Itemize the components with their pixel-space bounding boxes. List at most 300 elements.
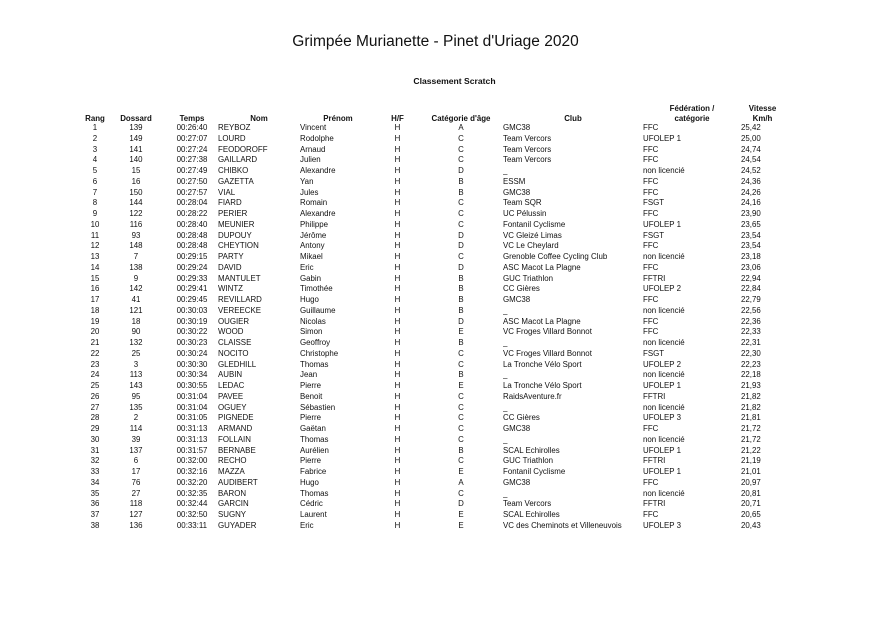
cell-vitesse: 21,19: [741, 456, 761, 466]
cell-dossard: 132: [129, 338, 143, 347]
table-row: [84, 241, 784, 252]
cell-club: VC Le Cheylard: [503, 241, 559, 251]
cell-categorie: C: [458, 434, 464, 444]
cell-temps: 00:30:24: [176, 348, 208, 358]
cell-federation: non licencié: [643, 338, 685, 347]
cell-club: CC Gières: [503, 284, 540, 294]
cell-prenom: Pierre: [300, 456, 322, 466]
cell-vitesse: 20,43: [741, 520, 761, 530]
cell-categorie: A: [458, 123, 464, 132]
table-row: [84, 177, 784, 188]
table-row: [84, 510, 784, 521]
cell-hf: H: [394, 434, 401, 444]
cell-dossard: 76: [131, 477, 141, 487]
cell-club: _: [503, 434, 508, 444]
table-row: [84, 446, 784, 457]
cell-hf: H: [394, 348, 401, 358]
cell-vitesse: 22,18: [741, 370, 761, 380]
cell-categorie: C: [458, 424, 464, 433]
cell-hf: H: [394, 402, 401, 412]
cell-nom: AUDIBERT: [218, 477, 258, 487]
cell-federation: UFOLEP 1: [643, 381, 682, 390]
cell-prenom: Pierre: [300, 413, 322, 423]
table-row: [84, 338, 784, 349]
cell-categorie: C: [458, 402, 464, 412]
cell-rang: 30: [90, 434, 100, 444]
cell-categorie: E: [458, 327, 464, 337]
cell-hf: H: [394, 262, 401, 272]
cell-hf: H: [394, 370, 401, 380]
cell-vitesse: 21,01: [741, 467, 761, 476]
cell-temps: 00:29:41: [176, 284, 208, 294]
cell-vitesse: 23,65: [741, 219, 761, 229]
cell-vitesse: 21,72: [741, 424, 761, 433]
cell-dossard: 15: [131, 166, 141, 175]
cell-federation: UFOLEP 1: [643, 445, 682, 455]
cell-vitesse: 23,18: [741, 252, 761, 261]
cell-rang: 26: [90, 391, 100, 401]
cell-nom: REYBOZ: [218, 123, 251, 132]
cell-prenom: Thomas: [300, 434, 329, 444]
cell-nom: CLAISSE: [218, 338, 252, 347]
cell-categorie: B: [458, 305, 464, 315]
cell-prenom: Jean: [300, 370, 318, 380]
table-row: [84, 252, 784, 263]
cell-prenom: Christophe: [300, 348, 339, 358]
cell-nom: FEODOROFF: [218, 144, 268, 154]
cell-nom: GUYADER: [218, 520, 257, 530]
cell-rang: 29: [90, 424, 100, 433]
cell-temps: 00:30:30: [176, 359, 208, 369]
header-vitesse: [741, 94, 784, 123]
cell-federation: FFC: [643, 295, 659, 304]
cell-hf: H: [394, 316, 401, 326]
cell-dossard: 3: [133, 359, 139, 369]
cell-dossard: 27: [131, 488, 141, 498]
cell-prenom: Gabin: [300, 273, 322, 283]
table-row: [84, 220, 784, 231]
cell-dossard: 139: [129, 123, 143, 132]
cell-prenom: Simon: [300, 327, 323, 337]
cell-vitesse: 22,84: [741, 284, 761, 294]
cell-categorie: D: [458, 166, 464, 175]
cell-federation: FFTRI: [643, 391, 666, 401]
cell-categorie: C: [458, 456, 464, 466]
cell-nom: BERNABE: [218, 445, 256, 455]
cell-dossard: 9: [133, 273, 139, 283]
cell-federation: FFC: [643, 123, 659, 132]
cell-temps: 00:28:40: [176, 219, 208, 229]
cell-rang: 38: [90, 520, 100, 530]
cell-categorie: B: [458, 445, 464, 455]
cell-club: _: [503, 305, 508, 315]
cell-nom: MAZZA: [218, 467, 245, 476]
cell-nom: FOLLAIN: [218, 434, 251, 444]
cell-dossard: 25: [131, 348, 141, 358]
cell-vitesse: 22,56: [741, 305, 761, 315]
cell-vitesse: 24,26: [741, 187, 761, 197]
cell-nom: ARMAND: [218, 424, 253, 433]
cell-hf: H: [394, 445, 401, 455]
cell-vitesse: 23,06: [741, 262, 761, 272]
cell-nom: WINTZ: [218, 284, 243, 294]
cell-club: Team Vercors: [503, 144, 552, 154]
cell-prenom: Laurent: [300, 510, 327, 519]
cell-prenom: Antony: [300, 241, 325, 251]
cell-temps: 00:31:05: [176, 413, 208, 423]
cell-categorie: B: [458, 187, 464, 197]
table-row: [84, 467, 784, 478]
cell-prenom: Fabrice: [300, 467, 327, 476]
table-row: [84, 456, 784, 467]
cell-federation: UFOLEP 1: [643, 467, 682, 476]
cell-hf: H: [394, 488, 401, 498]
cell-hf: H: [394, 295, 401, 304]
table-row: [84, 403, 784, 414]
cell-vitesse: 21,72: [741, 434, 761, 444]
cell-rang: 36: [90, 499, 100, 509]
cell-federation: FFC: [643, 176, 659, 186]
cell-temps: 00:29:45: [176, 295, 208, 304]
cell-prenom: Geoffroy: [300, 338, 331, 347]
cell-prenom: Yan: [300, 176, 314, 186]
cell-hf: H: [394, 176, 401, 186]
cell-dossard: 39: [131, 434, 141, 444]
cell-prenom: Mikael: [300, 252, 323, 261]
table-row: [84, 188, 784, 199]
ranking-subtitle: Classement Scratch: [413, 76, 496, 86]
table-row: [84, 413, 784, 424]
cell-vitesse: 24,36: [741, 176, 761, 186]
cell-federation: FSGT: [643, 198, 665, 208]
cell-prenom: Sébastien: [300, 402, 336, 412]
table-row: [84, 424, 784, 435]
header-categorie: Catégorie d'âge: [431, 113, 491, 123]
cell-temps: 00:32:44: [176, 499, 208, 509]
header-rang: Rang: [85, 113, 105, 123]
cell-prenom: Guillaume: [300, 305, 336, 315]
cell-federation: FFC: [643, 477, 659, 487]
cell-nom: GARCIN: [218, 499, 249, 509]
cell-federation: FFC: [643, 424, 659, 433]
cell-federation: non licencié: [643, 434, 685, 444]
cell-dossard: 135: [129, 402, 143, 412]
cell-temps: 00:28:48: [176, 230, 208, 240]
cell-nom: OUGIER: [218, 316, 250, 326]
cell-club: Fontanil Cyclisme: [503, 219, 566, 229]
cell-prenom: Eric: [300, 262, 314, 272]
cell-dossard: 118: [129, 499, 143, 509]
results-table: [84, 94, 784, 532]
cell-temps: 00:28:48: [176, 241, 208, 251]
cell-club: UC Pélussin: [503, 209, 547, 218]
cell-categorie: B: [458, 176, 464, 186]
cell-temps: 00:28:22: [176, 209, 208, 218]
cell-hf: H: [394, 252, 401, 261]
cell-categorie: D: [458, 316, 464, 326]
cell-hf: H: [394, 456, 401, 466]
cell-nom: CHIBKO: [218, 166, 249, 175]
cell-rang: 10: [90, 219, 100, 229]
cell-nom: PARTY: [218, 252, 244, 261]
cell-hf: H: [394, 144, 401, 154]
cell-categorie: E: [458, 467, 464, 476]
header-nom: Nom: [250, 113, 268, 123]
cell-vitesse: 23,54: [741, 241, 761, 251]
cell-categorie: D: [458, 262, 464, 272]
cell-hf: H: [394, 413, 401, 423]
cell-hf: H: [394, 273, 401, 283]
header-vitesse-line2: Km/h: [752, 113, 773, 123]
cell-prenom: Julien: [300, 155, 321, 165]
cell-prenom: Eric: [300, 520, 314, 530]
cell-rang: 2: [92, 133, 98, 143]
cell-club: GMC38: [503, 123, 531, 132]
cell-club: Team Vercors: [503, 499, 552, 509]
cell-hf: H: [394, 284, 401, 294]
cell-federation: non licencié: [643, 370, 685, 380]
table-row: [84, 295, 784, 306]
cell-nom: DUPOUY: [218, 230, 252, 240]
cell-prenom: Thomas: [300, 488, 329, 498]
cell-temps: 00:29:33: [176, 273, 208, 283]
cell-nom: GAZETTA: [218, 176, 254, 186]
cell-rang: 6: [92, 176, 98, 186]
table-row: [84, 145, 784, 156]
cell-federation: non licencié: [643, 488, 685, 498]
cell-hf: H: [394, 166, 401, 175]
cell-rang: 22: [90, 348, 100, 358]
cell-club: ESSM: [503, 176, 526, 186]
cell-federation: UFOLEP 2: [643, 359, 682, 369]
cell-hf: H: [394, 424, 401, 433]
cell-categorie: B: [458, 273, 464, 283]
cell-temps: 00:31:13: [176, 424, 208, 433]
cell-federation: FFC: [643, 144, 659, 154]
cell-club: _: [503, 370, 508, 380]
cell-federation: non licencié: [643, 305, 685, 315]
cell-vitesse: 22,30: [741, 348, 761, 358]
cell-club: SCAL Echirolles: [503, 445, 560, 455]
cell-nom: AUBIN: [218, 370, 243, 380]
cell-dossard: 143: [129, 381, 143, 390]
cell-dossard: 150: [129, 187, 143, 197]
cell-categorie: B: [458, 284, 464, 294]
cell-rang: 3: [92, 144, 98, 154]
table-row: [84, 478, 784, 489]
cell-prenom: Rodolphe: [300, 133, 334, 143]
cell-hf: H: [394, 520, 401, 530]
cell-categorie: D: [458, 230, 464, 240]
cell-federation: non licencié: [643, 252, 685, 261]
cell-vitesse: 20,65: [741, 510, 761, 519]
cell-federation: FFTRI: [643, 456, 666, 466]
table-row: [84, 209, 784, 220]
cell-dossard: 18: [131, 316, 141, 326]
cell-prenom: Hugo: [300, 295, 319, 304]
cell-rang: 4: [92, 155, 98, 165]
cell-categorie: C: [458, 155, 464, 165]
cell-club: La Tronche Vélo Sport: [503, 381, 582, 390]
cell-nom: PERIER: [218, 209, 248, 218]
header-federation: [643, 94, 741, 123]
cell-dossard: 149: [129, 133, 143, 143]
cell-nom: OGUEY: [218, 402, 247, 412]
cell-federation: UFOLEP 3: [643, 413, 682, 423]
cell-hf: H: [394, 198, 401, 208]
table-row: [84, 499, 784, 510]
cell-vitesse: 22,79: [741, 295, 761, 304]
cell-club: VC Froges Villard Bonnot: [503, 348, 592, 358]
cell-club: GMC38: [503, 477, 531, 487]
cell-rang: 1: [92, 123, 98, 132]
cell-dossard: 90: [131, 327, 141, 337]
cell-federation: UFOLEP 1: [643, 219, 682, 229]
cell-club: VC des Cheminots et Villeneuvois: [503, 520, 622, 530]
table-row: [84, 392, 784, 403]
cell-federation: FSGT: [643, 348, 665, 358]
cell-temps: 00:30:55: [176, 381, 208, 390]
table-row: [84, 274, 784, 285]
cell-hf: H: [394, 327, 401, 337]
cell-dossard: 136: [129, 520, 143, 530]
cell-hf: H: [394, 338, 401, 347]
cell-club: GUC Triathlon: [503, 456, 553, 466]
cell-prenom: Gaëtan: [300, 424, 326, 433]
cell-club: Fontanil Cyclisme: [503, 467, 566, 476]
cell-vitesse: 24,16: [741, 198, 761, 208]
cell-hf: H: [394, 477, 401, 487]
cell-vitesse: 23,90: [741, 209, 761, 218]
cell-categorie: E: [458, 510, 464, 519]
cell-nom: GAILLARD: [218, 155, 258, 165]
header-federation-line2: catégorie: [674, 113, 710, 123]
cell-hf: H: [394, 219, 401, 229]
page-title: Grimpée Murianette - Pinet d'Uriage 2020: [292, 33, 579, 50]
table-header-row: [84, 94, 784, 123]
cell-rang: 33: [90, 467, 100, 476]
cell-dossard: 137: [129, 445, 143, 455]
cell-rang: 12: [90, 241, 100, 251]
cell-federation: FFTRI: [643, 499, 666, 509]
cell-rang: 31: [90, 445, 100, 455]
cell-vitesse: 21,82: [741, 391, 761, 401]
cell-nom: LEDAC: [218, 381, 245, 390]
cell-categorie: C: [458, 488, 464, 498]
cell-temps: 00:27:49: [176, 166, 208, 175]
cell-vitesse: 24,52: [741, 166, 761, 175]
cell-categorie: C: [458, 359, 464, 369]
cell-temps: 00:29:15: [176, 252, 208, 261]
cell-prenom: Alexandre: [300, 209, 336, 218]
header-club: Club: [564, 113, 582, 123]
cell-temps: 00:33:11: [176, 520, 208, 530]
cell-categorie: C: [458, 144, 464, 154]
cell-temps: 00:32:20: [176, 477, 208, 487]
cell-dossard: 127: [129, 510, 143, 519]
cell-club: GMC38: [503, 295, 531, 304]
cell-categorie: C: [458, 219, 464, 229]
table-row: [84, 360, 784, 371]
cell-club: Grenoble Coffee Cycling Club: [503, 252, 608, 261]
cell-nom: FIARD: [218, 198, 242, 208]
cell-federation: FFC: [643, 155, 659, 165]
cell-rang: 5: [92, 166, 98, 175]
cell-prenom: Thomas: [300, 359, 329, 369]
table-row: [84, 134, 784, 145]
cell-dossard: 17: [131, 467, 141, 476]
cell-prenom: Romain: [300, 198, 328, 208]
cell-club: GMC38: [503, 424, 531, 433]
cell-vitesse: 25,42: [741, 123, 761, 132]
cell-vitesse: 21,81: [741, 413, 761, 423]
cell-categorie: B: [458, 295, 464, 304]
cell-temps: 00:30:34: [176, 370, 208, 380]
cell-categorie: C: [458, 391, 464, 401]
header-federation-line1: Fédération /: [669, 104, 715, 113]
table-row: [84, 231, 784, 242]
cell-federation: FFTRI: [643, 273, 666, 283]
cell-nom: CHEYTION: [218, 241, 259, 251]
cell-prenom: Pierre: [300, 381, 322, 390]
cell-temps: 00:32:00: [176, 456, 208, 466]
cell-rang: 37: [90, 510, 100, 519]
cell-nom: NOCITO: [218, 348, 249, 358]
cell-club: Team Vercors: [503, 155, 552, 165]
cell-vitesse: 21,93: [741, 381, 761, 390]
cell-dossard: 16: [131, 176, 141, 186]
cell-dossard: 142: [129, 284, 143, 294]
cell-categorie: D: [458, 499, 464, 509]
cell-vitesse: 24,54: [741, 155, 761, 165]
cell-temps: 00:31:57: [176, 445, 208, 455]
cell-rang: 19: [90, 316, 100, 326]
cell-vitesse: 25,00: [741, 133, 761, 143]
cell-vitesse: 24,74: [741, 144, 761, 154]
cell-club: _: [503, 166, 508, 175]
cell-temps: 00:27:07: [176, 133, 208, 143]
cell-temps: 00:30:03: [176, 305, 208, 315]
cell-temps: 00:32:50: [176, 510, 208, 519]
cell-dossard: 122: [129, 209, 143, 218]
cell-temps: 00:27:24: [176, 144, 208, 154]
cell-hf: H: [394, 381, 401, 390]
cell-temps: 00:26:40: [176, 123, 208, 132]
cell-nom: VIAL: [218, 187, 236, 197]
cell-federation: UFOLEP 3: [643, 520, 682, 530]
table-row: [84, 155, 784, 166]
cell-rang: 24: [90, 370, 100, 380]
cell-vitesse: 20,81: [741, 488, 761, 498]
cell-hf: H: [394, 230, 401, 240]
cell-vitesse: 22,36: [741, 316, 761, 326]
cell-dossard: 121: [129, 305, 143, 315]
table-row: [84, 317, 784, 328]
cell-categorie: B: [458, 370, 464, 380]
table-row: [84, 521, 784, 532]
cell-dossard: 41: [131, 295, 141, 304]
cell-dossard: 95: [131, 391, 141, 401]
cell-federation: UFOLEP 1: [643, 133, 682, 143]
cell-federation: non licencié: [643, 402, 685, 412]
cell-federation: FFC: [643, 209, 659, 218]
cell-categorie: C: [458, 413, 464, 423]
cell-prenom: Alexandre: [300, 166, 336, 175]
cell-prenom: Jules: [300, 187, 319, 197]
cell-club: VC Gleizé Limas: [503, 230, 562, 240]
cell-federation: FFC: [643, 316, 659, 326]
cell-vitesse: 23,54: [741, 230, 761, 240]
